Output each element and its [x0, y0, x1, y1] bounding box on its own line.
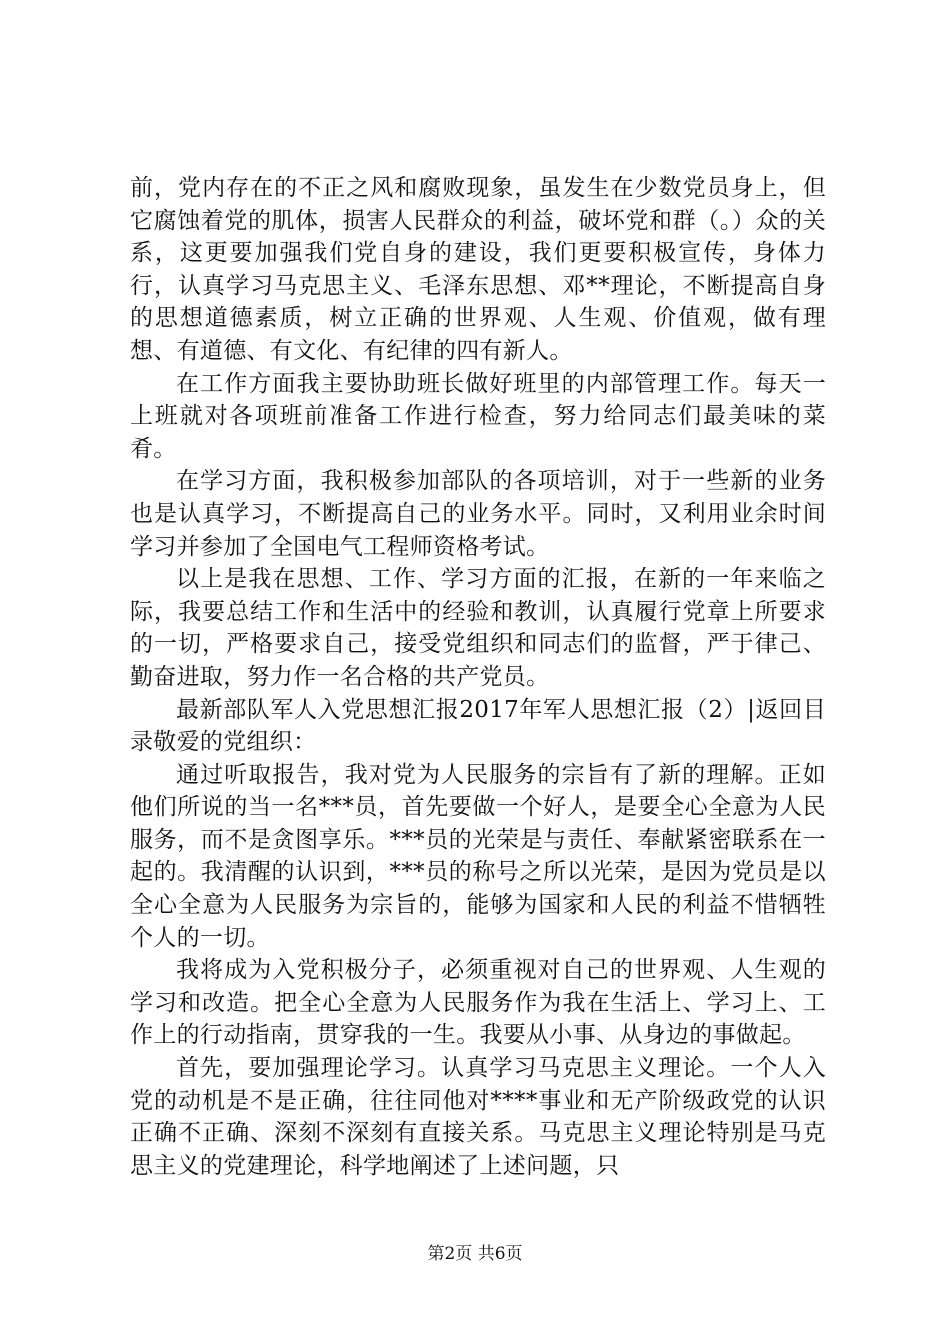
page-number-label: 第2页 共6页 — [427, 1244, 523, 1264]
paragraph-study: 在学习方面，我积极参加部队的各项培训，对于一些新的业务也是认真学习，不断提高自己的业务水平。同时，又利用业余时间学习并参加了全国电气工程师资格考试。 — [130, 468, 826, 560]
page-footer — [0, 1243, 950, 1265]
paragraph-work: 在工作方面我主要协助班长做好班里的内部管理工作。每天一上班就对各项班前准备工作进行检查，努力给同志们最美味的菜肴。 — [130, 370, 826, 462]
paragraph-theory-study: 首先，要加强理论学习。认真学习马克思主义理论。一个人入党的动机是不是正确，往往同他对****事业和无产阶级政党的认识正确不正确、深刻不深刻有直接关系。马克思主义理论特别是马克思主义的党建理论，科学地阐述了上述问题，只 — [130, 1055, 826, 1179]
document-body — [130, 172, 826, 1182]
paragraph-continuation: 前，党内存在的不正之风和腐败现象，虽发生在少数党员身上，但它腐蚀着党的肌体，损害人民群众的利益，破坏党和群（。）众的关系，这更要加强我们党自身的建设，我们更要积极宣传，身体力行，认真学习马克思主义、毛泽东思想、邓**理论，不断提高自身的思想道德素质，树立正确的世界观、人生观、价值观，做有理想、有道德、有文化、有纪律的四有新人。 — [130, 175, 826, 364]
paragraph-section-title: 最新部队军人入党思想汇报2017年军人思想汇报（2）|返回目录敬爱的党组织： — [130, 696, 826, 756]
paragraph-summary: 以上是我在思想、工作、学习方面的汇报，在新的一年来临之际，我要总结工作和生活中的经验和教训，认真履行党章上所要求的一切，严格要求自己，接受党组织和同志们的监督，严于律己、勤奋进取，努力作一名合格的共产党员。 — [130, 566, 826, 690]
paragraph-report-understanding: 通过听取报告，我对党为人民服务的宗旨有了新的理解。正如他们所说的当一名***员，首先要做一个好人，是要全心全意为人民服务，而不是贪图享乐。***员的光荣是与责任、奉献紧密联系在一起的。我清醒的认识到，***员的称号之所以光荣，是因为党员是以全心全意为人民服务为宗旨的，能够为国家和人民的利益不惜牺牲个人的一切。 — [130, 761, 826, 951]
paragraph-activist: 我将成为入党积极分子，必须重视对自己的世界观、人生观的学习和改造。把全心全意为人民服务作为我在生活上、学习上、工作上的行动指南，贯穿我的一生。我要从小事、从身边的事做起。 — [130, 957, 826, 1049]
